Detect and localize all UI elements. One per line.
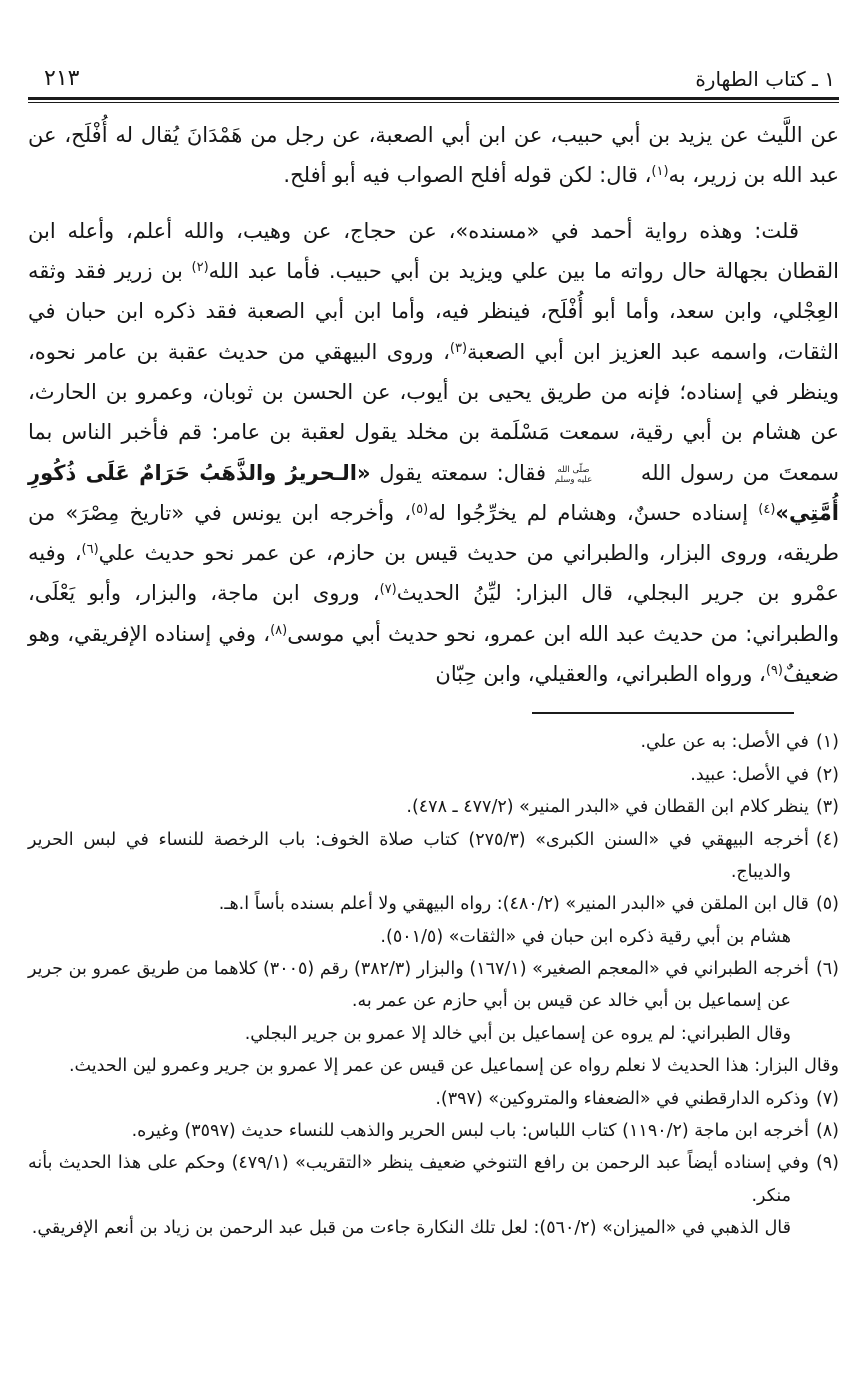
footnote-number: (٧) [815,1088,839,1109]
footnote-separator [532,712,794,714]
footnote-paragraph: (٣)ينظر كلام ابن القطان في «البدر المنير» (٤٧٧/٢ ـ ٤٧٨). [406,797,839,818]
body-text-segment: بن زرير فقد وثقه العِجْلي، وابن سعد، وأما أبو أُفْلَح، فينظر فيه، وأما ابن أبي الصعبة فقد ذكره ابن حبان في الثقات، واسمه عبد العزيز ابن أبي الصعبة [28,258,839,364]
footnotes [28,726,839,1244]
footnote [28,824,839,889]
body-text-segment: ، وروى ابن ماجة، والبزار، وأبو يَعْلَى، والطبراني: من حديث عبد الله ابن عمرو، نحو حديث أبي موسى [28,581,840,646]
body-text [28,115,839,694]
footnote-marker: (٤) [758,501,776,517]
saw-bottom-line: عليه وسلم [554,474,593,485]
footnote-paragraph: قال الذهبي في «الميزان» (٥٦٠/٢): لعل تلك النكارة جاءت من قبل عبد الرحمن بن زياد بن أنعم الإفريقي. [31,1218,791,1238]
footnote [28,888,839,953]
footnote-paragraph: وقال البزار: هذا الحديث لا نعلم رواه عن إسماعيل عن قيس عن عمر إلا عمرو بن جرير وعمرو لين الحديث. [68,1056,839,1077]
footnote-number: (٣) [815,797,839,818]
body-text-segment: إسناده حسنٌ، وهشام لم يخرِّجُوا له [428,500,759,525]
body-text-segment: ، وأخرجه ابن يونس في «تاريخ مِصْرَ» من طريقه، وروى البزار، والطبراني من حديث قيس بن حازم، عن عمر نحو حديث علي [28,500,839,566]
page-header [28,66,839,93]
footnote-number: (٤) [815,829,839,850]
saw-top-line: صلّى الله [557,465,590,476]
body-text-segment: ، وفي إسناده الإفريقي، وهو ضعيفٌ [28,621,839,687]
footnote-number: (٨) [815,1120,839,1141]
chapter-title: ١ ـ كتاب الطهارة [695,67,835,91]
footnote-number: (٢) [815,764,839,785]
footnote-marker: (٩) [765,663,783,679]
footnote-number: (٩) [815,1153,839,1174]
page-number: ٢١٣ [44,66,80,91]
footnote [28,1083,839,1115]
footnote-marker: (٦) [81,542,99,558]
body-text-segment: ، قال: لكن قوله أفلح الصواب فيه أبو أفلح. [283,163,652,188]
footnote-paragraph: (٩)وفي إسناده أيضاً عبد الرحمن بن رافع التنوخي ضعيف ينظر «التقريب» (٤٧٩/١) وحكم على هذا الحديث بأنه منكر. [28,1153,839,1206]
sallallahu-alayhi-wasallam-symbol [555,466,632,485]
footnote [28,759,839,791]
footnote-marker: (٧) [379,582,397,598]
footnote [28,1115,839,1147]
footnote-number: (١) [815,732,839,753]
footnote-paragraph: (٧)وذكره الدارقطني في «الضعفاء والمتروكين» (٣٩٧). [435,1088,839,1109]
footnote [28,726,839,758]
footnote-paragraph: (٨)أخرجه ابن ماجة (١١٩٠/٢) كتاب اللباس: باب لبس الحرير والذهب للنساء حديث (٣٥٩٧) وغيره. [131,1120,839,1141]
footnote-paragraph: (٥)قال ابن الملقن في «البدر المنير» (٤٨٠/٢): رواه البيهقي ولا أعلم بسنده بأساً ا.هـ. [218,894,839,915]
body-text-segment: عن اللَّيث عن يزيد بن أبي حبيب، عن ابن أبي الصعبة، عن رجل من هَمْدَانَ يُقال له أُفْلَح، عن عبد الله بن زرير، به [28,123,839,188]
footnote-marker: (٢) [191,259,209,275]
footnote-paragraph: هشام بن أبي رقية ذكره ابن حبان في «الثقات» (٥٠١/٥). [380,926,791,947]
footnote [28,791,839,823]
footnote-paragraph: (٦)أخرجه الطبراني في «المعجم الصغير» (١٦٧/١) والبزار (٣٨٢/٣) رقم (٣٠٠٥) كلاهما من طريق عمرو بن جرير عن إسماعيل بن أبي خالد عن قيس بن أبي حازم عن عمر به. [28,959,839,1012]
footnote-marker: (١) [651,164,669,180]
body-text-segment: ، وفيه عمْرو بن جرير البجلي، قال البزار: ليِّنُ الحديث [28,541,839,606]
footnote-paragraph: (١)في الأصل: به عن علي. [640,732,839,753]
paragraph [28,211,839,695]
footnote-marker: (٣) [449,340,468,356]
footnote [28,953,839,1083]
body-text-segment: ، وروى البيهقي من حديث عقبة بن عامر نحوه، وينظر في إسناده؛ فإنه من طريق يحيى بن أيوب، عن الحسن بن ثوبان، وعمرو بن الحارث، عن هشام بن أبي رقية، سمعت مَسْلَمة بن مخلد يقول لعقبة بن عامر: قم فأخبر الناس بما سمعتَ من رسول الله [28,339,839,485]
paragraph [28,115,839,196]
body-text-segment: ، ورواه الطبراني، والعقيلي، وابن حِبّان [435,662,766,687]
body-text-segment: فقال: سمعته يقول [370,460,555,485]
header-rule [28,97,839,103]
hadith-quote: «الـحريرُ والذَّهَبُ حَرَامٌ عَلَى ذُكُورِ أُمَّتِي» [28,460,839,525]
body-text-segment: قلت: وهذه رواية أحمد في «مسنده»، عن حجاج، عن وهيب، والله أعلم، وأعله ابن القطان بجهالة حال رواته ما بين علي ويزيد بن أبي حبيب. فأما عبد الله [28,218,839,283]
footnote [28,1147,839,1244]
footnote-marker: (٨) [270,622,288,638]
footnote-paragraph: (٢)في الأصل: عبيد. [690,764,839,785]
footnote-paragraph: وقال الطبراني: لم يروه عن إسماعيل بن أبي خالد إلا عمرو بن جرير البجلي. [244,1023,791,1044]
footnote-marker: (٥) [411,501,429,517]
footnote-number: (٦) [815,959,839,979]
footnote-paragraph: (٤)أخرجه البيهقي في «السنن الكبرى» (٢٧٥/٣) كتاب صلاة الخوف: باب الرخصة للنساء في لبس الحرير والديباج. [28,829,839,882]
footnote-number: (٥) [815,894,839,915]
